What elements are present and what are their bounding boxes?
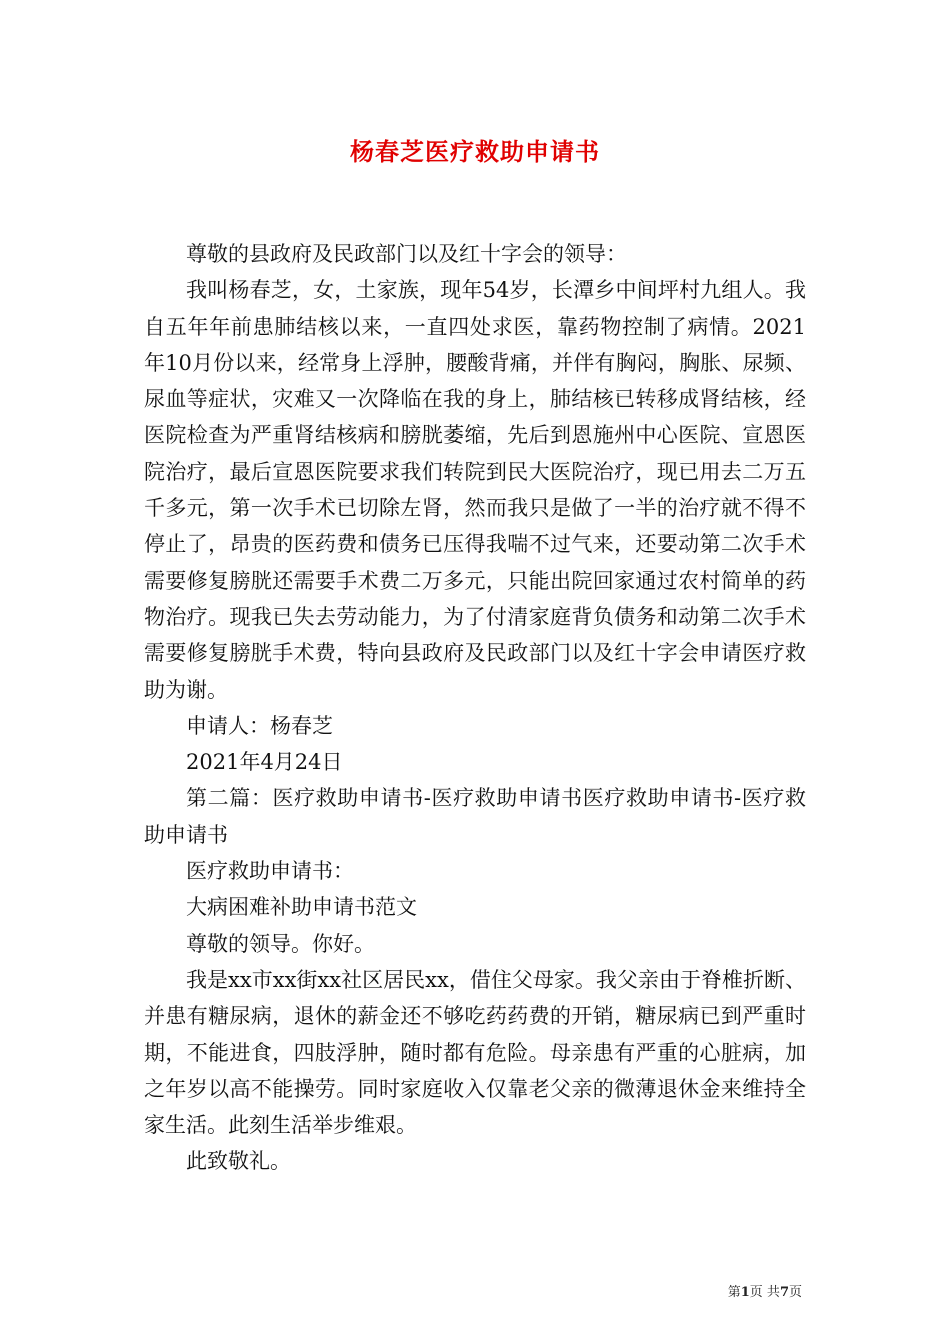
footer-middle: 页 共 xyxy=(749,1285,780,1300)
paragraph-salutation: 尊敬的县政府及民政部门以及红十字会的领导： xyxy=(186,242,627,266)
paragraph-greeting: 尊敬的领导。你好。 xyxy=(186,931,375,956)
paragraph-closing: 此致敬礼。 xyxy=(186,1149,291,1174)
paragraph-date: 2021年4月24日 xyxy=(186,750,343,775)
paragraph-applicant: 申请人：杨春芝 xyxy=(186,713,333,738)
paragraph-application: 我叫杨春芝，女，土家族，现年54岁，长潭乡中间坪村九组人。我自五年年前患肺结核以来，一直四处求医，靠药物控制了病情。2021年10月份以来，经常身上浮肿，腰酸背痛，并伴有胸闷，胸胀、尿频、尿血等症状，灾难又一次降临在我的身上，肺结核已转移成肾结核，经医院检查为严重肾结核病和膀胱萎缩，先后到恩施州中心医院、宣恩医院治疗，最后宣恩医院要求我们转院到民大医院治疗，现已用去二万五千多元，第一次手术已切除左肾，然而我只是做了一半的治疗就不得不停止了，昂贵的医药费和债务已压得我喘不过气来，还要动第二次手术需要修复膀胱还需要手术费二万多元，只能出院回家通过农村简单的药物治疗。现我已失去劳动能力，为了付清家庭背负债务和动第二次手术需要修复膀胱手术费，特向县政府及民政部门以及红十字会申请医疗救助为谢。 xyxy=(144,278,806,702)
paragraph-second-article: 第二篇：医疗救助申请书-医疗救助申请书医疗救助申请书-医疗救助申请书 xyxy=(144,786,806,847)
paragraph-subtitle: 医疗救助申请书： xyxy=(186,859,354,884)
current-page-number: 1 xyxy=(740,1285,750,1300)
document-title: 杨春芝医疗救助申请书 xyxy=(350,137,600,166)
paragraph-sample-title: 大病困难补助申请书范文 xyxy=(186,895,417,920)
footer-prefix: 第 xyxy=(727,1285,741,1300)
total-pages-number: 7 xyxy=(779,1285,789,1300)
document-body xyxy=(144,236,806,1180)
paragraph-family-situation: 我是xx市xx街xx社区居民xx，借住父母家。我父亲由于脊椎折断、并患有糖尿病，退休的薪金还不够吃药药费的开销，糖尿病已到严重时期，不能进食，四肢浮肿，随时都有危险。母亲患有严重的心脏病，加之年岁以高不能操劳。同时家庭收入仅靠老父亲的微薄退休金来维持全家生活。此刻生活举步维艰。 xyxy=(144,967,806,1138)
page-number xyxy=(728,1281,802,1300)
footer-suffix: 页 xyxy=(788,1285,802,1300)
